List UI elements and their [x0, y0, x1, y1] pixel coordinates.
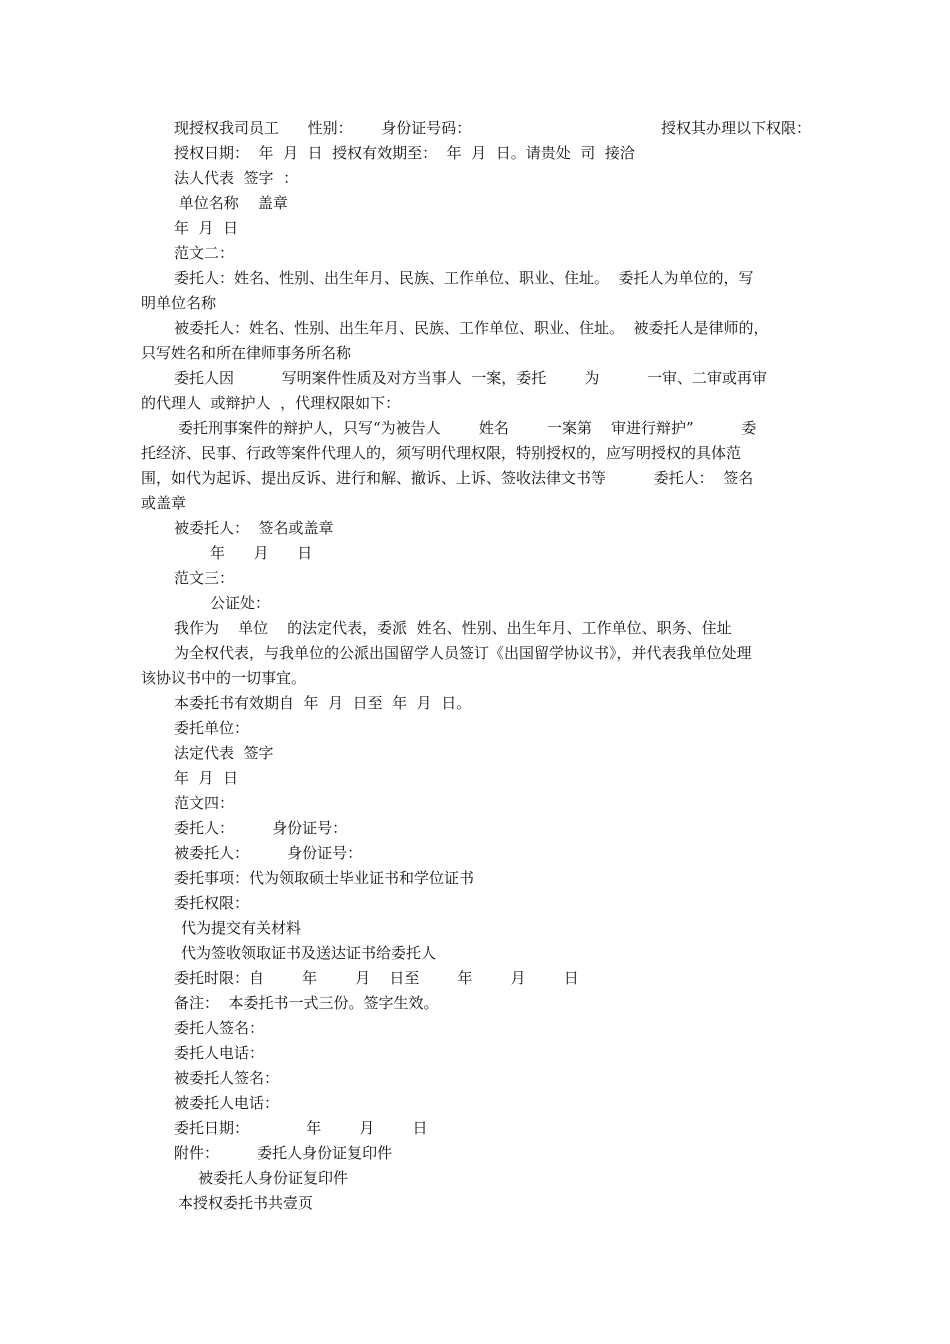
- full-representative-line: 为全权代表，与我单位的公派出国留学人员签订《出国留学协议书》，并代表我单位处理: [174, 644, 752, 662]
- unit-name-seal-line: 单位名称 盖章: [174, 194, 288, 212]
- legal-rep-signature-line: 法人代表 签字 ：: [174, 169, 299, 187]
- time-limit-line: 委托时限：自 年 月 日至 年 月 日: [174, 969, 579, 987]
- principal-phone-line: 委托人电话：: [174, 1044, 265, 1062]
- authorization-date-line: 授权日期： 年 月 日 授权有效期至： 年 月 日。请贵处 司 接洽: [174, 144, 635, 162]
- legal-rep-sign-line: 法定代表 签字: [174, 744, 274, 762]
- date-line-3: 年 月 日: [174, 769, 239, 787]
- principal-description-cont: 明单位名称: [141, 294, 217, 312]
- representative-line: 我作为 单位 的法定代表，委派 姓名、性别、出生年月、工作单位、职务、住址: [174, 619, 732, 637]
- entrusted-matter-line: 委托事项：代为领取硕士毕业证书和学位证书: [174, 869, 475, 887]
- power-item-1: 代为提交有关材料: [181, 919, 302, 937]
- remarks-line: 备注： 本委托书一式三份。签字生效。: [174, 994, 439, 1012]
- attachment-line: 附件： 委托人身份证复印件: [174, 1144, 393, 1162]
- principal-description-line: 委托人：姓名、性别、出生年月、民族、工作单位、职业、住址。 委托人为单位的，写: [174, 269, 754, 287]
- validity-period-line: 本委托书有效期自 年 月 日至 年 月 日。: [174, 694, 472, 712]
- case-description-line: 委托人因 写明案件性质及对方当事人 一案，委托 为 一审、二审或再审: [174, 369, 768, 387]
- authorization-text-left: 现授权我司员工 性别： 身份证号码：: [174, 119, 472, 137]
- notary-office-line: 公证处：: [210, 594, 271, 612]
- entrusting-unit-line: 委托单位：: [174, 719, 250, 737]
- agent-id-line: 被委托人： 身份证号：: [174, 844, 363, 862]
- power-item-2: 代为签收领取证书及送达证书给委托人: [181, 944, 437, 962]
- agent-phone-line: 被委托人电话：: [174, 1094, 280, 1112]
- section-heading-sample-2: 范文二：: [174, 244, 235, 262]
- document-body: [141, 116, 811, 1216]
- principal-signature-line: 委托人签名：: [174, 1019, 265, 1037]
- authorization-line: [141, 116, 811, 141]
- principal-id-line: 委托人： 身份证号：: [174, 819, 348, 837]
- agreement-matters-line: 该协议书中的一切事宜。: [141, 669, 307, 687]
- entrust-date-line: 委托日期： 年 月 日: [174, 1119, 428, 1137]
- date-line: 年 月 日: [174, 219, 239, 237]
- case-description-cont: 的代理人 或辩护人 ，代理权限如下：: [141, 394, 401, 412]
- authorization-text-right: 授权其办理以下权限：: [660, 119, 811, 137]
- entrusted-powers-line: 委托权限：: [174, 894, 250, 912]
- civil-case-line: 托经济、民事、行政等案件代理人的，须写明代理权限，特别授权的，应写明授权的具体范: [141, 444, 742, 462]
- seal-line: 或盖章: [141, 494, 187, 512]
- agent-description-line: 被委托人：姓名、性别、出生年月、民族、工作单位、职业、住址。 被委托人是律师的，: [174, 319, 769, 337]
- date-line-2: 年 月 日: [210, 544, 313, 562]
- section-heading-sample-3: 范文三：: [174, 569, 235, 587]
- agent-signature-line-2: 被委托人签名：: [174, 1069, 280, 1087]
- criminal-defense-line: 委托刑事案件的辩护人，只写“为被告人 姓名 一案第 审进行辩护” 委: [178, 419, 757, 437]
- section-heading-sample-4: 范文四：: [174, 794, 235, 812]
- page-count-line: 本授权委托书共壹页: [178, 1194, 314, 1212]
- attachment-item-2: 被委托人身份证复印件: [198, 1169, 349, 1187]
- special-authorization-line: 围，如代为起诉、提出反诉、进行和解、撤诉、上诉、签收法律文书等 委托人： 签名: [141, 469, 754, 487]
- agent-description-cont: 只写姓名和所在律师事务所名称: [141, 344, 352, 362]
- agent-signature-line: 被委托人： 签名或盖章: [174, 519, 334, 537]
